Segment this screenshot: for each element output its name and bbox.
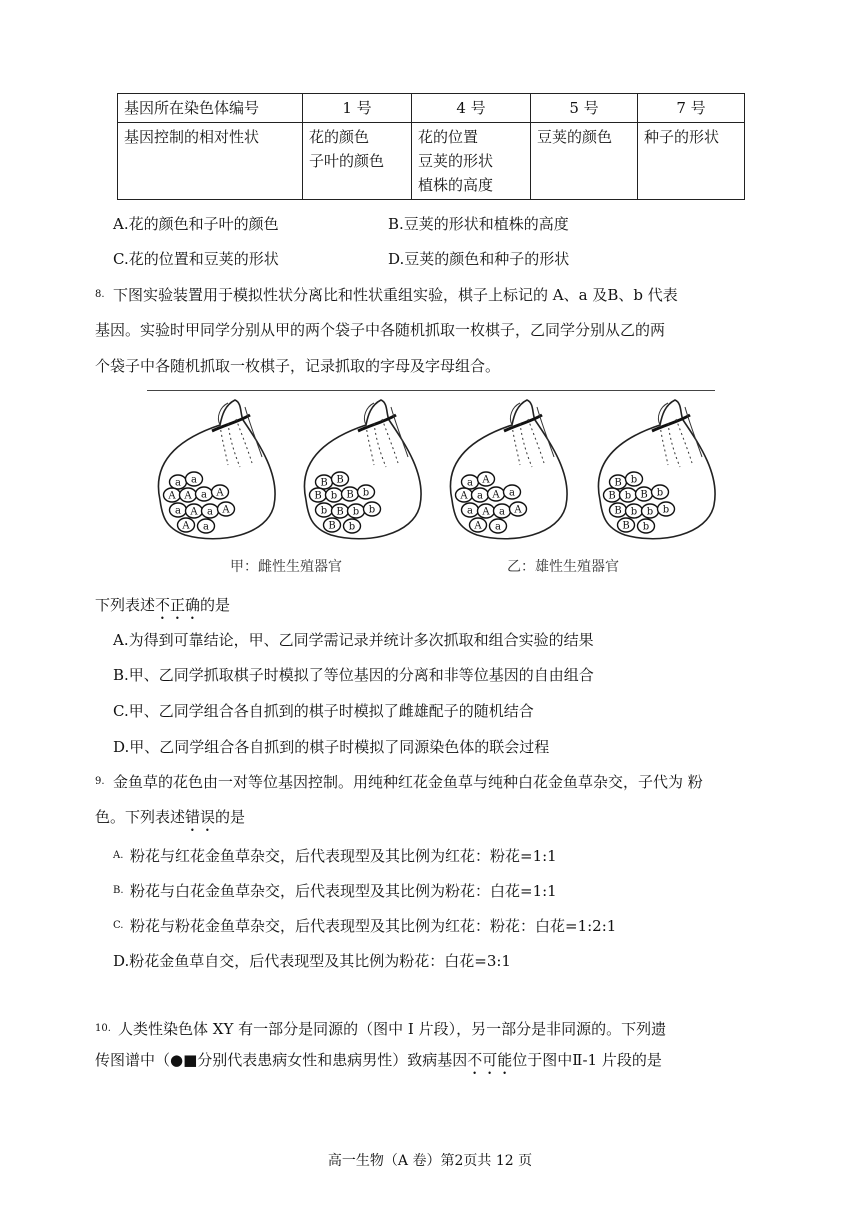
stem-emphasis: 不可能 [467, 1051, 513, 1069]
chess-piece-label: B [614, 477, 622, 489]
cell-line: 花的位置 [418, 128, 479, 146]
table-cell: 1 号 [303, 94, 412, 123]
q9-option-d: D.粉花金鱼草自交，后代表现型及其比例为粉花：白花=3:1 [113, 952, 511, 970]
chess-piece-label: B [346, 489, 354, 501]
table-row [118, 123, 745, 200]
stem-text: 位于图中Ⅱ-1 片段的是 [512, 1051, 662, 1069]
q9-text-line1: 金鱼草的花色由一对等位基因控制。用纯种红花金鱼草与纯种白花金鱼草杂交，子代为 粉 [113, 773, 703, 791]
chess-piece-label: b [362, 487, 370, 499]
chess-piece-label: A [492, 489, 500, 501]
chess-piece [164, 488, 181, 502]
chess-piece [358, 485, 375, 499]
caption-female: 甲：雌性生殖器官 [230, 559, 342, 575]
chess-piece [186, 504, 203, 518]
chess-piece [348, 504, 365, 518]
table-cell: 基因控制的相对性状 [118, 123, 303, 200]
chess-piece [510, 502, 527, 516]
stem-emphasis: 不正确 [155, 596, 201, 614]
chess-piece-label: B [614, 505, 622, 517]
chess-piece [504, 485, 521, 499]
stem-emphasis: 错误 [185, 808, 216, 826]
chess-piece-label: a [191, 474, 197, 486]
chess-piece [658, 502, 675, 516]
q10-text-line2 [95, 1049, 662, 1078]
chess-piece-label: B [640, 489, 648, 501]
chess-piece [638, 519, 655, 533]
chess-piece [170, 475, 187, 489]
chess-piece-label: A [514, 504, 522, 516]
chess-piece-label: a [175, 477, 181, 489]
chess-piece-label: B [320, 477, 328, 489]
table-row [118, 94, 745, 123]
chess-piece-label: a [207, 506, 213, 518]
chess-piece [488, 487, 505, 501]
q9-option-b: 粉花与白花金鱼草杂交，后代表现型及其比例为粉花：白花=1:1 [130, 882, 557, 900]
chess-piece-label: a [477, 490, 483, 502]
chess-piece [344, 519, 361, 533]
stem-text: 传图谱中（●■分别代表患病女性和患病男性）致病基因 [95, 1051, 468, 1069]
chess-piece [494, 504, 511, 518]
q9-option-a: 粉花与红花金鱼草杂交，后代表现型及其比例为红花：粉花=1:1 [130, 847, 557, 865]
q9-option-a-letter: A. [113, 850, 124, 861]
chess-piece-label: a [509, 487, 515, 499]
stem-text: 的是 [200, 596, 231, 614]
chess-piece-label: B [336, 474, 344, 486]
cell-line: 子叶的颜色 [309, 152, 385, 170]
table-cell [638, 123, 745, 200]
q8-option-d: D.甲、乙同学组合各自抓到的棋子时模拟了同源染色体的联会过程 [113, 738, 550, 756]
chess-piece [478, 504, 495, 518]
chess-piece [610, 475, 627, 489]
stem-text: 下列表述 [95, 596, 156, 614]
chess-piece-label: B [622, 520, 630, 532]
chess-piece [198, 519, 215, 533]
chess-piece-label: A [184, 490, 192, 502]
table-cell [303, 123, 412, 200]
chess-piece [620, 488, 637, 502]
q7-option-a: A.花的颜色和子叶的颜色 [113, 215, 279, 233]
chess-piece [652, 485, 669, 499]
chess-piece-label: A [182, 520, 190, 532]
chess-piece-label: A [460, 490, 468, 502]
chess-piece-label: A [190, 506, 198, 518]
q8-text-line3: 个袋子中各随机抓取一枚棋子，记录抓取的字母及字母组合。 [95, 357, 501, 375]
chess-piece [364, 502, 381, 516]
chess-piece [316, 503, 333, 517]
chess-piece-label: b [656, 487, 664, 499]
chess-piece [212, 485, 229, 499]
cell-line: 花的颜色 [309, 128, 370, 146]
divider [147, 390, 715, 391]
chess-piece-label: a [467, 477, 473, 489]
q9-option-c: 粉花与粉花金鱼草杂交，后代表现型及其比例为红花：粉花：白花=1:2:1 [130, 917, 617, 935]
chess-piece [218, 502, 235, 516]
cell-line: 豆荚的颜色 [537, 128, 613, 146]
chess-piece-label: A [482, 506, 490, 518]
chess-piece-label: a [495, 521, 501, 533]
cell-line: 豆荚的形状 [418, 152, 494, 170]
gene-table [117, 93, 745, 200]
bag-4 [598, 400, 715, 539]
chess-piece-label: b [642, 521, 650, 533]
q7-option-d: D.豆荚的颜色和种子的形状 [388, 250, 570, 268]
chess-piece [202, 504, 219, 518]
q9-number: 9. [95, 776, 105, 787]
chess-piece-label: b [330, 490, 338, 502]
caption-male: 乙：雄性生殖器官 [507, 559, 619, 575]
chess-piece [180, 488, 197, 502]
chess-piece-label: B [608, 490, 616, 502]
chess-piece [610, 503, 627, 517]
chess-piece-label: A [216, 487, 224, 499]
q8-number: 8. [95, 289, 105, 300]
chess-piece-label: b [368, 504, 376, 516]
q9-option-b-letter: B. [113, 885, 124, 896]
q9-option-c-letter: C. [113, 920, 124, 931]
chess-piece [324, 518, 341, 532]
chess-piece [462, 475, 479, 489]
q8-text-line2: 基因。实验时甲同学分别从甲的两个袋子中各随机抓取一枚棋子，乙同学分别从乙的两 [95, 321, 666, 339]
chess-piece [462, 503, 479, 517]
chess-piece-label: a [467, 505, 473, 517]
chess-piece-label: B [314, 490, 322, 502]
chess-piece-label: a [499, 506, 505, 518]
chess-piece-label: B [336, 506, 344, 518]
page-footer: 高一生物（A 卷）第2页共 12 页 [327, 1153, 533, 1169]
stem-text: 色。下列表述 [95, 808, 186, 826]
chess-piece-label: b [630, 474, 638, 486]
table-cell [412, 123, 531, 200]
q8-stem [95, 594, 230, 623]
chess-piece-label: b [352, 506, 360, 518]
chess-piece-label: b [320, 505, 328, 517]
table-cell: 基因所在染色体编号 [118, 94, 303, 123]
cell-line: 种子的形状 [644, 128, 720, 146]
q7-option-c: C.花的位置和豆荚的形状 [113, 250, 279, 268]
chess-piece [636, 487, 653, 501]
q8-option-a: A.为得到可靠结论，甲、乙同学需记录并统计多次抓取和组合实验的结果 [113, 631, 594, 649]
chess-piece [618, 518, 635, 532]
chess-piece-label: b [646, 506, 654, 518]
q7-option-b: B.豆荚的形状和植株的高度 [388, 215, 569, 233]
bag-3 [450, 400, 567, 539]
chess-piece [170, 503, 187, 517]
cell-line: 植株的高度 [418, 176, 494, 194]
q8-option-b: B.甲、乙同学抓取棋子时模拟了等位基因的分离和非等位基因的自由组合 [113, 666, 594, 684]
table-cell: 7 号 [638, 94, 745, 123]
chess-piece-label: A [482, 474, 490, 486]
chess-piece [470, 518, 487, 532]
chess-piece-label: b [348, 521, 356, 533]
chess-piece-label: a [201, 489, 207, 501]
chess-piece [490, 519, 507, 533]
chess-piece-label: A [474, 520, 482, 532]
chess-piece [332, 472, 349, 486]
chess-piece [310, 488, 327, 502]
q8-text-line1: 下图实验装置用于模拟性状分离比和性状重组实验，棋子上标记的 A、a 及B、b 代表 [113, 286, 678, 304]
chess-piece [478, 472, 495, 486]
chess-piece [342, 487, 359, 501]
chess-piece-label: a [203, 521, 209, 533]
chess-piece [626, 472, 643, 486]
table-cell [531, 123, 638, 200]
chess-piece [196, 487, 213, 501]
chess-piece [316, 475, 333, 489]
chess-piece-label: b [624, 490, 632, 502]
chess-piece [626, 504, 643, 518]
chess-piece [604, 488, 621, 502]
q8-option-c: C.甲、乙同学组合各自抓到的棋子时模拟了雌雄配子的随机结合 [113, 702, 534, 720]
chess-piece [642, 504, 659, 518]
chess-piece-label: b [662, 504, 670, 516]
table-cell: 5 号 [531, 94, 638, 123]
chess-piece-label: A [168, 490, 176, 502]
chess-piece [178, 518, 195, 532]
q10-number: 10. [95, 1023, 111, 1034]
bag-illustration [0, 395, 860, 555]
chess-piece-label: B [328, 520, 336, 532]
bag-1 [158, 400, 275, 539]
chess-piece [332, 504, 349, 518]
chess-piece-label: a [175, 505, 181, 517]
chess-piece-label: b [630, 506, 638, 518]
chess-piece [472, 488, 489, 502]
stem-text: 的是 [215, 808, 246, 826]
chess-piece-label: A [222, 504, 230, 516]
chess-piece [326, 488, 343, 502]
bag-2 [304, 400, 421, 539]
q9-text-line2 [95, 806, 245, 835]
q10-text-line1: 人类性染色体 XY 有一部分是同源的（图中 I 片段），另一部分是非同源的。下列遗 [118, 1020, 667, 1038]
table-cell: 4 号 [412, 94, 531, 123]
chess-piece [456, 488, 473, 502]
chess-piece [186, 472, 203, 486]
